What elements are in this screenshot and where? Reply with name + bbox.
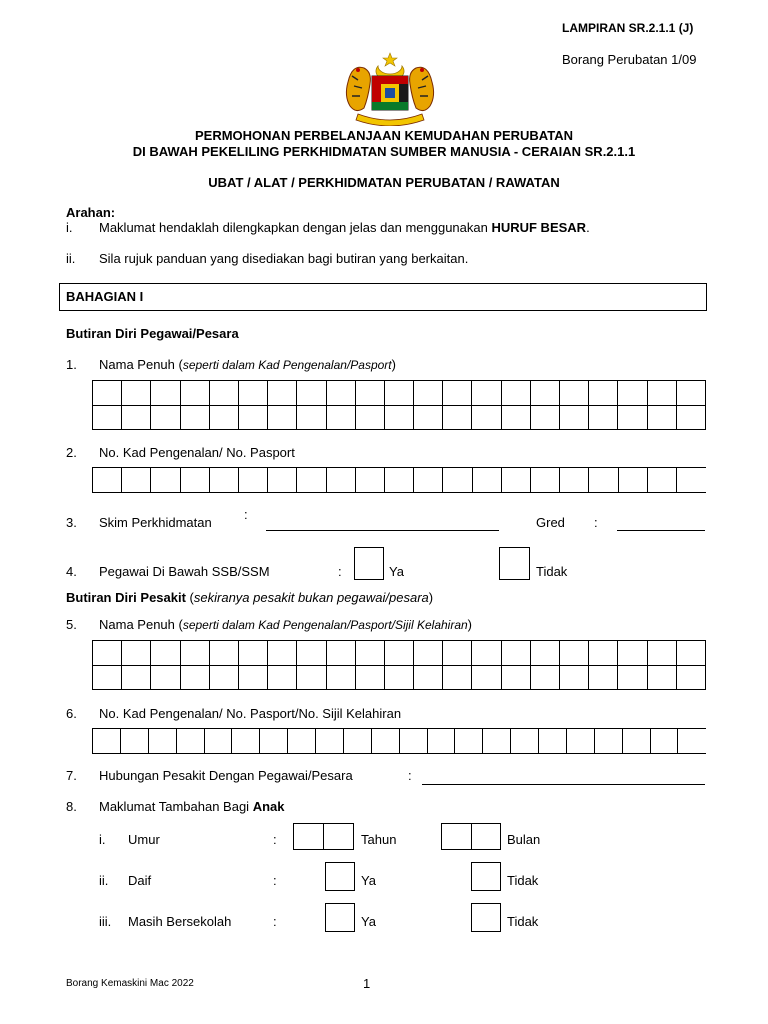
schooling-label: Masih Bersekolah (128, 914, 232, 929)
character-box[interactable] (297, 665, 326, 690)
officer-ic-label: No. Kad Pengenalan/ No. Pasport (99, 445, 295, 460)
character-box[interactable] (384, 641, 413, 666)
character-box[interactable] (384, 405, 413, 430)
character-box[interactable] (560, 641, 589, 666)
no-label: Tidak (507, 914, 539, 929)
character-box[interactable] (260, 729, 288, 754)
character-box[interactable] (472, 468, 501, 493)
character-box[interactable] (594, 729, 622, 754)
character-box[interactable] (297, 405, 326, 430)
character-box[interactable] (399, 729, 427, 754)
character-box[interactable] (385, 468, 414, 493)
character-box[interactable] (209, 468, 238, 493)
character-box[interactable] (209, 641, 238, 666)
character-box[interactable] (371, 729, 399, 754)
character-box[interactable] (427, 729, 455, 754)
patient-full-name-grid[interactable] (92, 640, 706, 690)
character-box[interactable] (618, 468, 647, 493)
patient-section-heading: Butiran Diri Pesakit (sekiranya pesakit bukan pegawai/pesara) (66, 590, 434, 605)
officer-full-name-label: Nama Penuh (seperti dalam Kad Pengenalan/Pasport) (99, 357, 396, 372)
character-box[interactable] (180, 641, 209, 666)
character-box[interactable] (93, 665, 122, 690)
character-box[interactable] (647, 665, 676, 690)
schooling-no-checkbox[interactable] (471, 903, 501, 932)
disabled-yes-checkbox[interactable] (325, 862, 355, 891)
instructions-heading: Arahan: (66, 205, 116, 220)
character-box[interactable] (647, 381, 676, 406)
section-header-box (59, 283, 707, 311)
character-box[interactable] (472, 405, 501, 430)
title-line-1: PERMOHONAN PERBELANJAAN KEMUDAHAN PERUBATAN (195, 128, 573, 143)
colon: : (408, 768, 412, 783)
character-box[interactable] (355, 641, 384, 666)
character-box[interactable] (622, 729, 650, 754)
character-box[interactable] (151, 405, 180, 430)
age-label: Umur (128, 832, 160, 847)
character-box[interactable] (151, 665, 180, 690)
yes-label: Ya (361, 914, 376, 929)
character-box[interactable] (209, 405, 238, 430)
child-info-label: Maklumat Tambahan Bagi Anak (99, 799, 285, 814)
character-box[interactable] (180, 468, 209, 493)
character-box[interactable] (676, 665, 705, 690)
years-label: Tahun (361, 832, 397, 847)
character-box[interactable] (414, 381, 443, 406)
character-box[interactable] (472, 665, 501, 690)
grade-label: Gred (536, 515, 565, 530)
character-box[interactable] (180, 405, 209, 430)
character-box[interactable] (268, 405, 297, 430)
character-box[interactable] (589, 468, 618, 493)
service-scheme-input[interactable] (266, 530, 499, 531)
no-label: Tidak (507, 873, 539, 888)
character-box[interactable] (122, 381, 151, 406)
character-box[interactable] (531, 468, 560, 493)
character-box[interactable] (530, 641, 559, 666)
character-box[interactable] (326, 665, 355, 690)
character-box[interactable] (122, 665, 151, 690)
character-box[interactable] (204, 729, 232, 754)
question-number: 5. (66, 617, 77, 632)
age-years-digit-2[interactable] (323, 823, 354, 850)
character-box[interactable] (355, 665, 384, 690)
character-box[interactable] (268, 468, 297, 493)
character-box[interactable] (326, 381, 355, 406)
character-box[interactable] (326, 641, 355, 666)
character-box[interactable] (176, 729, 204, 754)
character-box[interactable] (355, 405, 384, 430)
character-box[interactable] (676, 641, 705, 666)
form-number: Borang Perubatan 1/09 (562, 52, 697, 67)
question-number: 4. (66, 564, 77, 579)
question-number: 8. (66, 799, 77, 814)
section-label: BAHAGIAN I (66, 289, 144, 304)
character-box[interactable] (560, 405, 589, 430)
character-box[interactable] (209, 665, 238, 690)
officer-section-heading: Butiran Diri Pegawai/Pesara (66, 326, 239, 341)
title-line-3: UBAT / ALAT / PERKHIDMATAN PERUBATAN / RAWATAN (208, 175, 560, 190)
character-box[interactable] (589, 405, 618, 430)
character-box[interactable] (326, 405, 355, 430)
instruction-num: i. (66, 220, 73, 235)
character-box[interactable] (93, 405, 122, 430)
patient-full-name-label: Nama Penuh (seperti dalam Kad Pengenalan/Pasport/Sijil Kelahiran) (99, 617, 473, 632)
character-box[interactable] (355, 381, 384, 406)
character-box[interactable] (414, 405, 443, 430)
character-box[interactable] (122, 641, 151, 666)
character-box[interactable] (676, 405, 705, 430)
character-box[interactable] (511, 729, 539, 754)
character-box[interactable] (414, 641, 443, 666)
character-box[interactable] (268, 665, 297, 690)
character-box[interactable] (384, 381, 413, 406)
character-box[interactable] (151, 381, 180, 406)
colon: : (273, 873, 277, 888)
age-months-digit-1[interactable] (441, 823, 472, 850)
character-box[interactable] (238, 405, 267, 430)
disabled-label: Daif (128, 873, 152, 888)
character-box[interactable] (530, 381, 559, 406)
colon: : (338, 564, 342, 579)
character-box[interactable] (618, 665, 647, 690)
character-box[interactable] (268, 641, 297, 666)
sub-number: ii. (99, 873, 109, 888)
character-box[interactable] (618, 381, 647, 406)
instruction-2: Sila rujuk panduan yang disediakan bagi butiran yang berkaitan. (99, 251, 469, 266)
character-box[interactable] (501, 641, 530, 666)
footer-updated: Borang Kemaskini Mac 2022 (66, 978, 194, 989)
character-box[interactable] (384, 665, 413, 690)
colon: : (594, 515, 598, 530)
character-box[interactable] (151, 468, 180, 493)
ssb-ssm-label: Pegawai Di Bawah SSB/SSM (99, 564, 270, 579)
character-box[interactable] (238, 381, 267, 406)
character-box[interactable] (501, 405, 530, 430)
character-box[interactable] (414, 665, 443, 690)
character-box[interactable] (209, 381, 238, 406)
relationship-input[interactable] (422, 784, 705, 785)
character-box[interactable] (93, 729, 121, 754)
yes-label: Ya (389, 564, 404, 579)
months-label: Bulan (507, 832, 541, 847)
colon: : (244, 507, 248, 522)
sub-number: i. (99, 832, 106, 847)
character-box[interactable] (443, 665, 472, 690)
character-box[interactable] (355, 468, 384, 493)
character-box[interactable] (618, 641, 647, 666)
question-number: 7. (66, 768, 77, 783)
officer-ic-grid[interactable] (92, 467, 706, 493)
question-number: 2. (66, 445, 77, 460)
grade-input[interactable] (617, 530, 705, 531)
character-box[interactable] (326, 468, 355, 493)
character-box[interactable] (501, 381, 530, 406)
character-box[interactable] (443, 641, 472, 666)
character-box[interactable] (539, 729, 567, 754)
character-box[interactable] (676, 381, 705, 406)
character-box[interactable] (122, 468, 151, 493)
character-box[interactable] (483, 729, 511, 754)
character-box[interactable] (93, 641, 122, 666)
character-box[interactable] (647, 405, 676, 430)
character-box[interactable] (180, 381, 209, 406)
relationship-label: Hubungan Pesakit Dengan Pegawai/Pesara (99, 768, 353, 783)
character-box[interactable] (238, 665, 267, 690)
character-box[interactable] (677, 468, 706, 493)
character-box[interactable] (122, 405, 151, 430)
character-box[interactable] (589, 665, 618, 690)
character-box[interactable] (297, 468, 326, 493)
character-box[interactable] (501, 665, 530, 690)
character-box[interactable] (151, 641, 180, 666)
character-box[interactable] (678, 729, 706, 754)
character-box[interactable] (650, 729, 678, 754)
character-box[interactable] (618, 405, 647, 430)
age-years-digit-1[interactable] (293, 823, 324, 850)
colon: : (273, 832, 277, 847)
character-box[interactable] (343, 729, 371, 754)
character-box[interactable] (120, 729, 148, 754)
instruction-num: ii. (66, 251, 76, 266)
character-box[interactable] (268, 381, 297, 406)
character-box[interactable] (93, 468, 122, 493)
character-box[interactable] (443, 405, 472, 430)
character-box[interactable] (472, 641, 501, 666)
question-number: 3. (66, 515, 77, 530)
patient-ic-label: No. Kad Pengenalan/ No. Pasport/No. Sijil Kelahiran (99, 706, 402, 721)
character-box[interactable] (297, 381, 326, 406)
question-number: 1. (66, 357, 77, 372)
officer-full-name-grid[interactable] (92, 380, 706, 430)
character-box[interactable] (560, 665, 589, 690)
disabled-no-checkbox[interactable] (471, 862, 501, 891)
character-box[interactable] (180, 665, 209, 690)
character-box[interactable] (93, 381, 122, 406)
character-box[interactable] (316, 729, 344, 754)
schooling-yes-checkbox[interactable] (325, 903, 355, 932)
character-box[interactable] (148, 729, 176, 754)
character-box[interactable] (501, 468, 530, 493)
character-box[interactable] (414, 468, 443, 493)
service-scheme-label: Skim Perkhidmatan (99, 515, 212, 530)
character-box[interactable] (239, 468, 268, 493)
instruction-1: Maklumat hendaklah dilengkapkan dengan jelas dan menggunakan HURUF BESAR. (99, 220, 590, 235)
age-months-digit-2[interactable] (471, 823, 501, 850)
question-number: 6. (66, 706, 77, 721)
character-box[interactable] (443, 381, 472, 406)
character-box[interactable] (589, 641, 618, 666)
lampiran-label: LAMPIRAN SR.2.1.1 (J) (562, 21, 694, 35)
character-box[interactable] (566, 729, 594, 754)
ssb-no-checkbox[interactable] (499, 547, 530, 580)
character-box[interactable] (647, 468, 676, 493)
colon: : (273, 914, 277, 929)
character-box[interactable] (455, 729, 483, 754)
character-box[interactable] (530, 405, 559, 430)
character-box[interactable] (232, 729, 260, 754)
character-box[interactable] (297, 641, 326, 666)
yes-label: Ya (361, 873, 376, 888)
character-box[interactable] (238, 641, 267, 666)
character-box[interactable] (560, 381, 589, 406)
character-box[interactable] (288, 729, 316, 754)
character-box[interactable] (589, 381, 618, 406)
title-line-2: DI BAWAH PEKELILING PERKHIDMATAN SUMBER MANUSIA - CERAIAN SR.2.1.1 (132, 144, 636, 159)
character-box[interactable] (443, 468, 472, 493)
patient-ic-grid[interactable] (92, 728, 706, 754)
ssb-yes-checkbox[interactable] (354, 547, 384, 580)
character-box[interactable] (472, 381, 501, 406)
character-box[interactable] (530, 665, 559, 690)
character-box[interactable] (647, 641, 676, 666)
no-label: Tidak (536, 564, 568, 579)
character-box[interactable] (560, 468, 589, 493)
page-number: 1 (363, 976, 371, 991)
sub-number: iii. (99, 914, 112, 929)
coat-of-arms-emblem (338, 52, 442, 126)
